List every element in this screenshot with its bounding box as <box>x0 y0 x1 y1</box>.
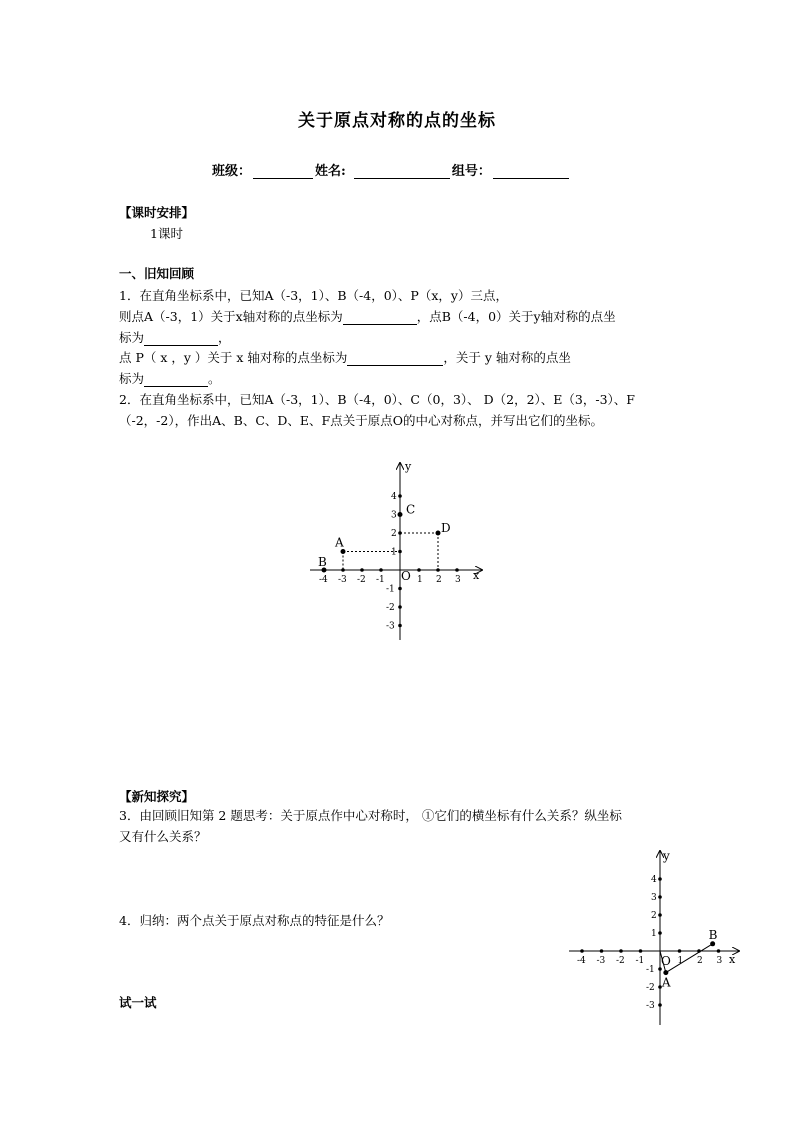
y-tick-label: -1 <box>646 965 655 975</box>
student-info-row <box>212 160 571 179</box>
schedule-heading: 【课时安排】 <box>119 205 195 220</box>
x-tick-label: -1 <box>376 575 385 585</box>
x-tick-dot <box>639 949 643 953</box>
y-tick-dot <box>658 913 662 917</box>
q1-line5 <box>119 369 221 387</box>
q1-line5-text-b: 。 <box>208 371 221 386</box>
q3-line1: 3．由回顾旧知第 2 题思考：关于原点作中心对称时， ①它们的横坐标有什么关系？纵坐标 <box>119 808 622 823</box>
y-tick-label: -3 <box>386 621 395 632</box>
y-tick-label: 1 <box>391 547 397 558</box>
group-label: 组号： <box>451 164 491 179</box>
point-label-a: A <box>335 535 344 550</box>
y-tick-dot <box>398 587 402 591</box>
x-tick-label: 2 <box>697 956 703 966</box>
x-axis-label: x <box>473 569 480 582</box>
answer-blank <box>343 311 417 325</box>
answer-blank <box>144 373 208 387</box>
y-tick-dot <box>398 624 402 628</box>
q1-line2-text-a: 则点A（-3，1）关于x轴对称的点坐标为 <box>119 309 343 324</box>
x-tick-dot <box>580 949 584 953</box>
q1-line4-text-a: 点 P（ x ，y ）关于 x 轴对称的点坐标为 <box>119 350 348 365</box>
page-title: 关于原点对称的点的坐标 <box>298 111 496 131</box>
x-tick-label: 1 <box>677 956 684 966</box>
y-tick-dot <box>658 877 662 881</box>
y-tick-label: -1 <box>386 584 395 595</box>
y-tick-dot <box>658 1003 662 1007</box>
x-tick-label: 2 <box>436 575 442 585</box>
review-heading: 一、旧知回顾 <box>119 266 195 281</box>
group-blank <box>493 164 569 179</box>
y-tick-label: 1 <box>651 929 657 939</box>
x-tick-dot <box>360 568 364 572</box>
point-b <box>710 941 715 946</box>
y-tick-label: 3 <box>391 510 397 521</box>
q2-line2: （-2，-2），作出A、B、C、D、E、F点关于原点O的中心对称点，并写出它们的坐标。 <box>119 413 603 428</box>
x-tick-dot <box>619 949 623 953</box>
origin-label: O <box>401 569 411 583</box>
q1-line4-text-b: ，关于 y 轴对称的点坐 <box>443 350 571 365</box>
point-label-d: D <box>441 521 451 535</box>
point-label-b: B <box>708 927 718 942</box>
y-tick-label: -2 <box>646 983 655 993</box>
x-axis-label: x <box>729 953 736 966</box>
y-tick-label: 4 <box>391 492 397 502</box>
x-tick-dot <box>600 949 604 953</box>
x-tick-label: 3 <box>455 575 461 585</box>
coordinate-graph-1 <box>300 455 500 650</box>
q1-line2-text-b: ，点B（-4，0）关于y轴对称的点坐 <box>416 309 616 324</box>
y-tick-dot <box>398 605 402 609</box>
y-tick-label: 4 <box>651 875 657 885</box>
answer-blank <box>144 332 218 346</box>
y-tick-dot <box>658 931 662 935</box>
x-tick-label: -2 <box>616 956 625 966</box>
point-label-a: A <box>661 975 671 990</box>
q4-text: 4．归纳：两个点关于原点对称点的特征是什么？ <box>119 913 390 928</box>
x-tick-label: -3 <box>338 575 347 585</box>
x-tick-label: -3 <box>596 956 606 966</box>
q1-line1: 1．在直角坐标系中，已知A（-3，1）、B（-4，0）、P（x，y）三点， <box>119 288 508 303</box>
y-tick-dot <box>658 895 662 899</box>
x-tick-dot <box>455 568 459 572</box>
point-c <box>398 512 403 517</box>
q1-line5-text-a: 标为 <box>119 371 145 386</box>
x-tick-dot <box>379 568 383 572</box>
x-tick-dot <box>717 949 721 953</box>
q3-line2: 又有什么关系？ <box>119 829 207 844</box>
x-tick-dot <box>417 568 421 572</box>
x-tick-label: -2 <box>357 575 366 585</box>
name-label: 姓名: <box>315 164 346 179</box>
y-tick-label: -2 <box>386 603 395 613</box>
q1-line3-text-a: 标为 <box>119 330 145 345</box>
x-tick-label: 1 <box>417 575 423 585</box>
point-a <box>663 970 668 975</box>
x-tick-label: -1 <box>635 956 645 966</box>
y-tick-label: 2 <box>651 911 657 921</box>
q1-line3-text-b: ， <box>218 330 231 345</box>
class-label: 班级： <box>212 164 252 179</box>
q2-line1: 2．在直角坐标系中，已知A（-3，1）、B（-4，0）、C（0，3）、 D（2，2）、E（3，-3）、F <box>119 392 635 407</box>
coordinate-graph-2 <box>565 845 745 1030</box>
point-d <box>436 531 441 536</box>
q1-line4 <box>119 348 571 366</box>
q1-line2 <box>119 307 616 325</box>
y-tick-dot <box>398 494 402 498</box>
y-axis-label: y <box>663 849 670 863</box>
class-blank <box>253 164 313 179</box>
point-label-b: B <box>318 555 327 569</box>
x-tick-dot <box>678 949 682 953</box>
explore-heading: 【新知探究】 <box>119 789 195 804</box>
y-axis-label: y <box>405 460 412 473</box>
origin-label: O <box>661 954 671 968</box>
point-label-c: C <box>406 502 416 517</box>
y-tick-label: -3 <box>646 1001 655 1011</box>
y-tick-label: 2 <box>391 529 397 539</box>
q1-line3 <box>119 328 231 346</box>
try-heading: 试一试 <box>119 995 157 1010</box>
x-tick-label: -4 <box>319 575 328 585</box>
y-tick-label: 3 <box>651 893 657 903</box>
schedule-value: 1课时 <box>150 226 183 241</box>
answer-blank <box>347 352 443 366</box>
x-tick-label: -4 <box>577 956 586 966</box>
name-blank <box>354 164 450 179</box>
x-tick-label: 3 <box>716 956 723 966</box>
point-a <box>341 549 346 554</box>
